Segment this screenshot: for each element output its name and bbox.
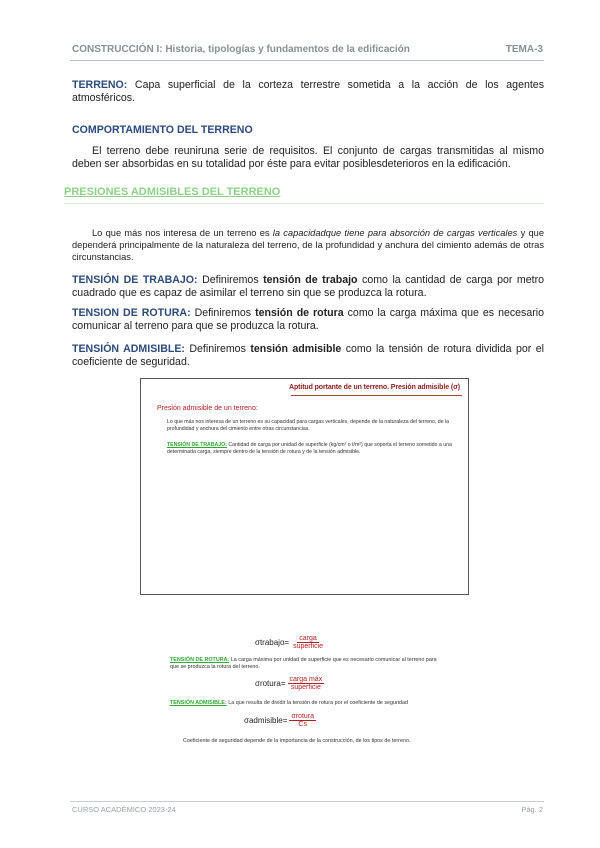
slide-trabajo-label: TENSIÓN DE TRABAJO: (167, 442, 227, 448)
header-title: CONSTRUCCIÓN I: Historia, tipologías y fundamentos de la edificación (72, 44, 410, 55)
definition-admisible (72, 343, 544, 369)
definition-label: TENSIÓN ADMISIBLE: (72, 343, 185, 355)
formula-admisible-label: TENSIÓN ADMISIBLE: (170, 700, 227, 706)
page-footer (72, 805, 543, 814)
formula-rotura-text (170, 657, 440, 671)
intro-part-a: Lo que más nos interesa de un terreno es (92, 228, 273, 238)
numerator: carga (299, 635, 317, 642)
comportamiento-title: COMPORTAMIENTO DEL TERRENO (72, 124, 253, 136)
formula-admisible-desc: La que resulta de dividir la tensión de rotura por el coeficiente de seguridad (226, 700, 409, 706)
formula-rotura (255, 676, 324, 691)
formula-note: Coeficiente de seguridad depende de la importancia de la construcción, de los tipos de terreno. (183, 738, 411, 744)
fraction (288, 676, 325, 691)
intro-part-b: y que dependerá principalmente de la naturaleza del terreno, de la profundidad y anchura del cimiento además de otras circunstancias. (72, 228, 545, 262)
slide-title: Aptitud portante de un terreno. Presión admisible (σ) (288, 384, 460, 391)
slide-image (140, 378, 469, 595)
header-tema: TEMA-3 (505, 44, 543, 55)
fraction (291, 635, 325, 650)
definition-label: TENSION DE ROTURA: (72, 307, 191, 319)
presiones-title: PRESIONES ADMISIBLES DEL TERRENO (64, 186, 281, 198)
denominator: superficie (290, 684, 321, 691)
page-header (72, 44, 543, 55)
definition-pre: Definiremos (197, 274, 264, 286)
slide-subtitle: Presión admisible de un terreno: (157, 405, 258, 412)
formula-admisible (244, 713, 316, 728)
slide-trabajo-text: Cantidad de carga por unidad de superficie (kg/cm² o t/m²) que soporta el terreno sometido a una determinada carga, siempre dentro de la tensión de rotura y de la tensión admisible. (167, 442, 452, 455)
formula-admisible-text (170, 700, 440, 707)
denominator: Cs (298, 721, 307, 728)
definition-pre: Definiremos (184, 343, 251, 355)
formula-rotura-label: TENSIÓN DE ROTURA: (170, 657, 230, 663)
presiones-divider (64, 203, 544, 204)
footer-divider (70, 801, 544, 802)
terreno-label: TERRENO: (72, 79, 128, 91)
formula-symbol: σrotura= (255, 679, 286, 688)
intro-emphasis: la capacidadque tiene para absorción de cargas verticales (272, 228, 518, 238)
definition-term: tensión de rotura (255, 307, 344, 319)
numerator: σrotura (291, 713, 315, 720)
definition-post: como la tensión de rotura dividida por el coeficiente de seguridad. (72, 343, 544, 368)
definition-trabajo (72, 274, 544, 300)
definition-post: como la carga máxima que es necesario comunicar al terreno para que se produzca la rotura. (72, 307, 545, 332)
comportamiento-text: El terreno debe reuniruna serie de requisitos. El conjunto de cargas transmitidas al mismo deben ser absorbidas en su totalidad por éste para evitar posiblesdeterioros en la edificación. (72, 145, 544, 170)
terreno-text: Capa superficial de la corteza terrestre sometida a la acción de los agentes atmosféricos. (72, 79, 544, 104)
formula-symbol: σtrabajo= (255, 638, 290, 647)
terreno-paragraph (72, 79, 544, 105)
definition-term: tensión admisible (250, 343, 342, 355)
header-divider (70, 60, 544, 61)
definition-label: TENSIÓN DE TRABAJO: (72, 274, 198, 286)
footer-page: Pág. 2 (521, 805, 543, 814)
formula-trabajo (255, 635, 325, 650)
slide-title-divider (291, 395, 462, 396)
definition-rotura (72, 307, 544, 333)
definition-term: tensión de trabajo (263, 274, 358, 286)
definition-post: como la cantidad de carga por metro cuadrado que es capaz de asimilar el terreno sin que se produzca la rotura. (72, 274, 544, 299)
slide-paragraph-2 (167, 442, 452, 456)
fraction (289, 713, 316, 728)
slide-paragraph-1: Lo que más nos interesa de un terreno es su capacidad para cargas verticales, depende de la naturaleza del terreno, de la profundidad y anchura del cimiento entre otras circunstancias. (167, 419, 450, 432)
presiones-intro (72, 227, 544, 263)
numerator: carga máx (289, 676, 323, 683)
footer-course: CURSO ACADÉMICO 2023-24 (72, 805, 176, 814)
denominator: superficie (293, 643, 324, 650)
formula-rotura-desc: La carga máxima por unidad de superficie que es necesario comunicar al terreno para que se produzca la rotura del terreno. (170, 657, 437, 670)
formula-symbol: σadmisible= (244, 716, 288, 725)
definition-pre: Definiremos (190, 307, 256, 319)
